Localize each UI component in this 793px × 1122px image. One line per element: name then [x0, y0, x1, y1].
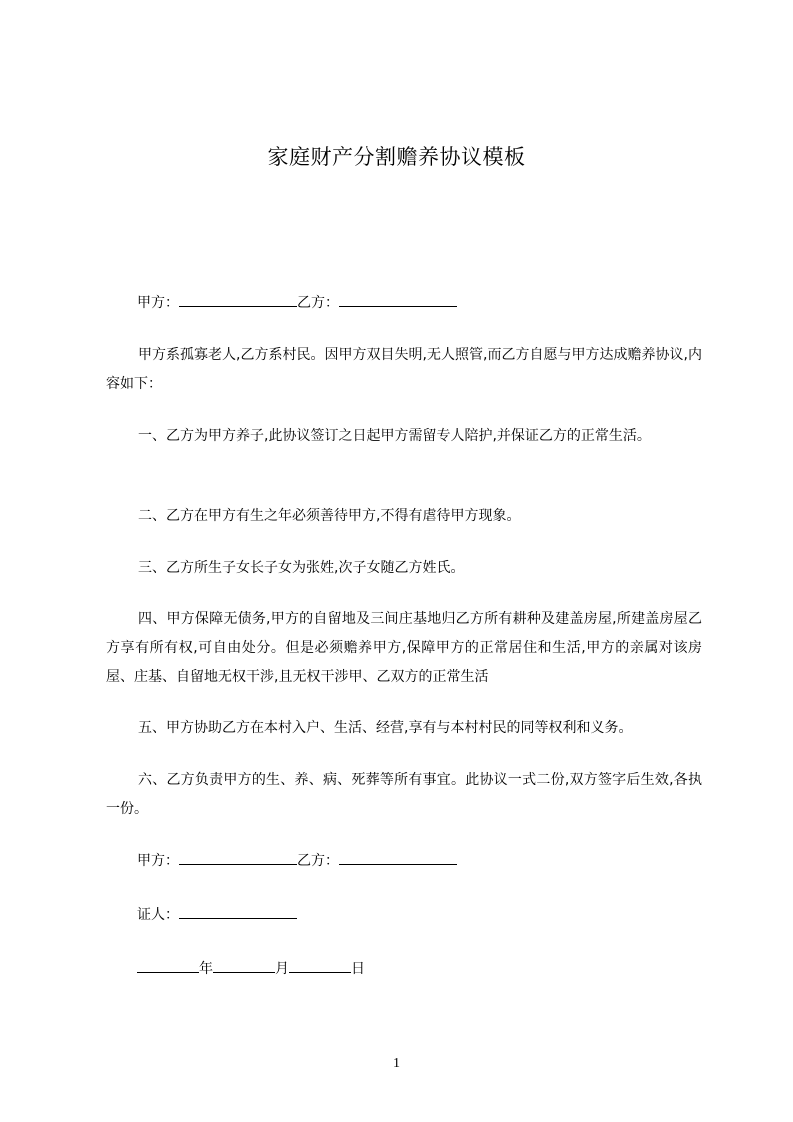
year-blank — [137, 958, 199, 973]
intro-paragraph: 甲方系孤寡老人,乙方系村民。因甲方双目失明,无人照管,而乙方自愿与甲方达成赡养协议,内容如下： — [106, 347, 702, 392]
party-b-blank — [339, 292, 457, 307]
party-a-blank-bottom — [179, 850, 297, 865]
party-b-label-bottom: 乙方： — [297, 853, 339, 869]
party-b-label: 乙方： — [297, 295, 339, 311]
party-signature-line-top — [137, 292, 457, 313]
document-title: 家庭财产分割赡养协议模板 — [267, 145, 526, 169]
clause-3: 三、乙方所生子女长子女为张姓,次子女随乙方姓氏。 — [138, 560, 465, 576]
party-b-blank-bottom — [339, 850, 457, 865]
date-line — [137, 958, 365, 979]
clause-5: 五、甲方协助乙方在本村入户、生活、经营,享有与本村村民的同等权利和义务。 — [138, 720, 633, 736]
clause-2: 二、乙方在甲方有生之年必须善待甲方,不得有虐待甲方现象。 — [138, 508, 521, 524]
witness-blank — [179, 904, 297, 919]
clause-4: 四、甲方保障无债务,甲方的自留地及三间庄基地归乙方所有耕种及建盖房屋,所建盖房屋乙方享有所有权,可自由处分。但是必须赡养甲方,保障甲方的正常居住和生活,甲方的亲属对该房屋、庄基、自留地无权干涉,且无权干涉甲、乙双方的正常生活 — [106, 611, 702, 685]
witness-label: 证人： — [137, 907, 179, 923]
clause-1: 一、乙方为甲方养子,此协议签订之日起甲方需留专人陪护,并保证乙方的正常生活。 — [138, 428, 651, 444]
year-label: 年 — [199, 961, 213, 977]
month-blank — [213, 958, 275, 973]
clause-6: 六、乙方负责甲方的生、养、病、死葬等所有事宜。此协议一式二份,双方签字后生效,各执一份。 — [106, 772, 702, 817]
month-label: 月 — [275, 961, 289, 977]
party-a-label: 甲方： — [137, 295, 179, 311]
day-label: 日 — [351, 961, 365, 977]
party-signature-line-bottom — [137, 850, 457, 871]
party-a-label-bottom: 甲方： — [137, 853, 179, 869]
page-number: 1 — [393, 1056, 400, 1071]
party-a-blank — [179, 292, 297, 307]
day-blank — [289, 958, 351, 973]
witness-line — [137, 904, 297, 925]
